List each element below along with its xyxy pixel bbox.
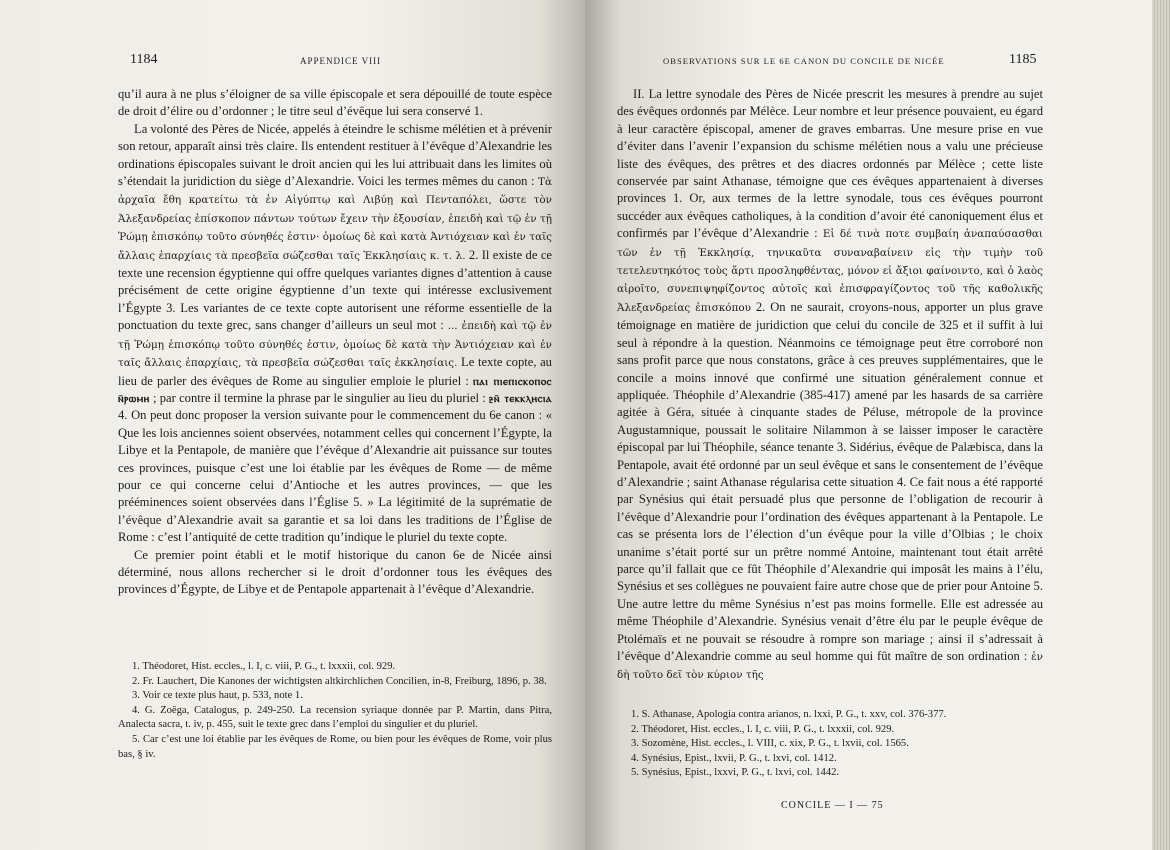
footnote: 2. Fr. Lauchert, Die Kanones der wichtigsten altkirchlichen Concilien, in-8, Freiburg, 1896, p. 38.	[132, 675, 547, 687]
footnote: 3. Voir ce texte plus haut, p. 533, note 1.	[132, 690, 303, 702]
left-paragraph-3: Ce premier point établi et le motif historique du canon 6e de Nicée ainsi déterminé, nous allons rechercher si le droit d’ordonner tous les évêques des provinces d’Égypte, de Libye et de Pentapole appartenait à l’évêque d’Alexandrie.	[118, 547, 552, 597]
left-body-text	[118, 86, 552, 599]
footnote: 2. Théodoret, Hist. eccles., l. I, c. viii, P. G., t. lxxxii, col. 929.	[631, 723, 895, 735]
page-edge	[1152, 0, 1170, 850]
running-head-right: OBSERVATIONS SUR LE 6E CANON DU CONCILE DE NICÉE	[663, 56, 945, 66]
footnote: 5. Car c’est une loi établie par les évêques de Rome, ou bien pour les évêques de Rome, voir plus bas, § iv.	[118, 733, 552, 760]
greek-quote-variant: ... ἐπειδὴ καὶ τῷ ἐν τῇ Ῥώμῃ ἐπισκόπῳ τοῦτο σύνηθές ἐστιν, ὁμοίως δὲ κατὰ τὴν Ἀντιόχειαν καὶ ἐν ταῖς ἄλλαις ἐπαρχίαις, τὰ πρεσβεῖα σώζεσθαι ταῖς ἐκκλησίαις.	[118, 320, 552, 370]
greek-quote-synodal-letter: Εἰ δέ τινὰ ποτε συμβαίη ἀναπαύσασθαι τῶν ἐν τῇ Ἐκκλησίᾳ, τηνικαῦτα συναναβαίνειν εἰς τὴν τιμὴν τοῦ τετελευτηκότος τοὺς ἄρτι προσληφθέντας, μόνον εἰ ἄξιοι φαίνοιντο, καὶ ὁ λαὸς αἱροῖτο, συνεπιψηφίζοντος αὐτοῖς καὶ ἐπισφραγίζοντος τοῦ τῆς καθολικῆς Ἀλεξανδρείας ἐπισκόπου	[617, 228, 1043, 314]
footnote: 4. Synésius, Epist., lxvii, P. G., t. lxvi, col. 1412.	[631, 752, 837, 764]
right-body-text	[617, 86, 1043, 685]
page-number-left: 1184	[130, 52, 158, 67]
footnote: 3. Sozomène, Hist. eccles., l. VIII, c. xix, P. G., t. lxvii, col. 1565.	[631, 738, 909, 750]
running-head-left: APPENDICE VIII	[300, 56, 382, 66]
coptic-text-singular: ⳉⲛ̄ ⲧⲉⲕⲕⲗⲏⲥⲓⲁ	[489, 391, 552, 405]
footnote: 1. Théodoret, Hist. eccles., l. I, c. viii, P. G., t. lxxxii, col. 929.	[132, 661, 396, 672]
footnote: 5. Synésius, Epist., lxxvi, P. G., t. lxvi, col. 1442.	[631, 767, 840, 779]
footnote: 4. G. Zoëga, Catalogus, p. 249-250. La recension syriaque donnée par P. Martin, dans Pitra, Analecta sacra, t. iv, p. 455, suit le texte grec dans l’emploi du singulier et du pluriel.	[118, 704, 552, 731]
greek-quote-synesius: ἐν δὴ τοῦτο δεῖ τὸν κύριον τῆς	[617, 651, 1044, 682]
left-paragraph-2: La volonté des Pères de Nicée, appelés à éteindre le schisme mélétien et à prévenir son retour, apparaît ainsi très claire. Ils entendent restituer à l’évêque d’Alexandrie les ordinations épiscopales suivant le droit ancien qui les lui attribuait dans les limites où s’étendait la juridiction du siège d’Alexandrie. Voici les termes mêmes du canon : Τὰ ἀρχαῖα ἔθη κρατείτω τὰ ἐν Αἰγύπτῳ καὶ Λιβύῃ καὶ Πενταπόλει, ὥστε τὸν Ἀλεξανδρείας ἐπίσκοπον πάντων τούτων ἔχειν τὴν ἐξουσίαν, ἐπειδὴ καὶ τῷ ἐν τῇ Ῥώμῃ ἐπισκόπῳ τοῦτο σύνηθές ἐστιν· ὁμοίως δὲ καὶ κατὰ Ἀντιόχειαν καὶ ἐν ταῖς ἄλλαις ἐπαρχίαις τὰ πρεσβεῖα σώζεσθαι ταῖς Ἐκκλησίαις κ. τ. λ. 2. Il existe de ce texte une recension égyptienne qui offre quelques variantes dignes d’attention à cause précisément de cette origine égyptienne d’un texte qui intéresse exclusivement l’Égypte 3. Les variantes de ce texte copte autorisent une réforme essentielle de la ponctuation du texte grec, sans changer d’ailleurs un seul mot : ... ἐπειδὴ καὶ τῷ ἐν τῇ Ῥώμῃ ἐπισκόπῳ τοῦτο σύνηθές ἐστιν, ὁμοίως δὲ κατὰ τὴν Ἀντιόχειαν καὶ ἐν ταῖς ἄλλαις ἐπαρχίαις, τὰ πρεσβεῖα σώζεσθαι ταῖς ἐκκλησίαις. Le texte copte, au lieu de parler des évêques de Rome au singulier emploie le pluriel : ⲡⲁⲓ ⲡⲓⲉⲡⲓⲥⲕⲟⲡⲟⲥ ⲛ̄ⲣⲱⲙⲏ ; par contre il termine la phrase par le singulier au lieu du pluriel : ⳉⲛ̄ ⲧⲉⲕⲕⲗⲏⲥⲓⲁ 4. On peut donc proposer la version suivante pour le commencement du 6e canon : « Que les lois anciennes soient observées, notamment celles qui concernent l’Égypte, la Libye et la Pentapole, de manière que l’évêque d’Alexandrie ait puissance sur toutes ces provinces, puisque c’est une loi établie par les évêques de Rome — de même pour ce qui concerne celui d’Antioche et les autres provinces, — que les prééminences soient observées dans l’Église 5. » La légitimité de la suprématie de l’évêque d’Alexandrie avait sa garantie et sa loi dans les traditions de l’Église de Rome : c’est l’antiquité de cette tradition qu’indique le pluriel du texte copte.	[118, 121, 552, 545]
printer-signature: CONCILE — I — 75	[781, 800, 884, 811]
footnote: 1. S. Athanase, Apologia contra arianos, n. lxxi, P. G., t. xxv, col. 376-377.	[631, 709, 947, 720]
right-paragraph-1: II. La lettre synodale des Pères de Nicée prescrit les mesures à prendre au sujet des évêques ordonnés par Mélèce. Leur nombre et leur présence pouvaient, eu égard à leur caractère épiscopal, amener de graves embarras. Une mesure prise en vue d’éviter dans l’avenir l’expansion du schisme mélétien nous a valu une précieuse liste des évêques, des prêtres et des diacres ordonnés par Mélèce ; cette liste conservée par saint Athanase, témoigne que ces évêques appartenaient à diverses provinces 1. Or, aux termes de la lettre synodale, tous ces évêques pourront succéder aux évêques catholiques, à la condition d’avoir été canoniquement élus et confirmés par l’évêque d’Alexandrie : Εἰ δέ τινὰ ποτε συμβαίη ἀναπαύσασθαι τῶν ἐν τῇ Ἐκκλησίᾳ, τηνικαῦτα συναναβαίνειν εἰς τὴν τιμὴν τοῦ τετελευτηκότος τοὺς ἄρτι προσληφθέντας, μόνον εἰ ἄξιοι φαίνοιντο, καὶ ὁ λαὸς αἱροῖτο, συνεπιψηφίζοντος αὐτοῖς καὶ ἐπισφραγίζοντος τοῦ τῆς καθολικῆς Ἀλεξανδρείας ἐπισκόπου 2. On ne saurait, croyons-nous, apporter un plus grave témoignage en matière de juridiction que celui du concile de 325 et il suffit à lui seul à répondre à la question. Néanmoins ce témoignage peut être corroboré non sans profit parce que nous constatons, grâce à ces preuves supplémentaires, que le concile a moins innové que confirmé une situation généralement connue et appliquée. Théophile d’Alexandrie (385-417) amené par les hasards de sa carrière agitée à Géra, située à cinquante stades de Péluse, métropole de la province Augustamnique, poussait le solitaire Nilammon à se laisser imposer le caractère épiscopal par lui Théophile, séance tenante 3. Sidérius, évêque de Palæbisca, dans la Pentapole, avait été ordonné par un seul évêque et sans le consentement de l’évêque d’Alexandrie ; saint Athanase régularisa cette situation 4. Ce fait nous a été rapporté par Synésius qui était persuadé plus que personne de l’obligation de recourir à l’évêque d’Alexandrie pour l’ordination des évêques appartenant à la Pentapole. Le cas se présenta lors de l’élection d’un évêque pour la ville d’Olbias ; le choix unanime s’était porté sur un prêtre nommé Antoine, maintenant tout était arrêté parce qu’il fallait que ce fût Théophile d’Alexandrie qui imposât les mains à l’élu, Synésius et ses collègues ne pouvaient faire autre chose que de prier pour Antoine 5. Une autre lettre du même Synésius n’est pas moins formelle. Elle est adressée au même Théophile d’Alexandrie. Synésius venait d’être élu par le peuple évêque de Ptolémaïs et ne pouvait se résoudre à rompre son mariage ; ainsi il s’adressait à l’évêque d’Alexandrie comme au seul homme qui fût maître de son ordination : ἐν δὴ τοῦτο δεῖ τὸν κύριον τῆς	[617, 87, 1044, 682]
left-footnotes	[118, 660, 552, 762]
left-paragraph-1: qu’il aura à ne plus s’éloigner de sa ville épiscopale et sera dépouillé de toute espèce de droit d’élire ou d’ordonner ; le titre seul d’évêque lui sera conservé 1.	[118, 87, 552, 119]
coptic-text-plural: ⲡⲁⲓ ⲡⲓⲉⲡⲓⲥⲕⲟⲡⲟⲥ ⲛ̄ⲣⲱⲙⲏ	[118, 374, 552, 405]
right-footnotes	[617, 708, 1043, 781]
page-number-right: 1185	[1009, 52, 1037, 67]
right-page	[585, 0, 1170, 850]
greek-quote-canon: Τὰ ἀρχαῖα ἔθη κρατείτω τὰ ἐν Αἰγύπτῳ καὶ Λιβύῃ καὶ Πενταπόλει, ὥστε τὸν Ἀλεξανδρείας ἐπίσκοπον πάντων τούτων ἔχειν τὴν ἐξουσίαν, ἐπειδὴ καὶ τῷ ἐν τῇ Ῥώμῃ ἐπισκόπῳ τοῦτο σύνηθές ἐστιν· ὁμοίως δὲ καὶ κατὰ Ἀντιόχειαν καὶ ἐν ταῖς ἄλλαις ἐπαρχίαις τὰ πρεσβεῖα σώζεσθαι ταῖς Ἐκκλησίαις κ. τ. λ.	[118, 176, 552, 262]
